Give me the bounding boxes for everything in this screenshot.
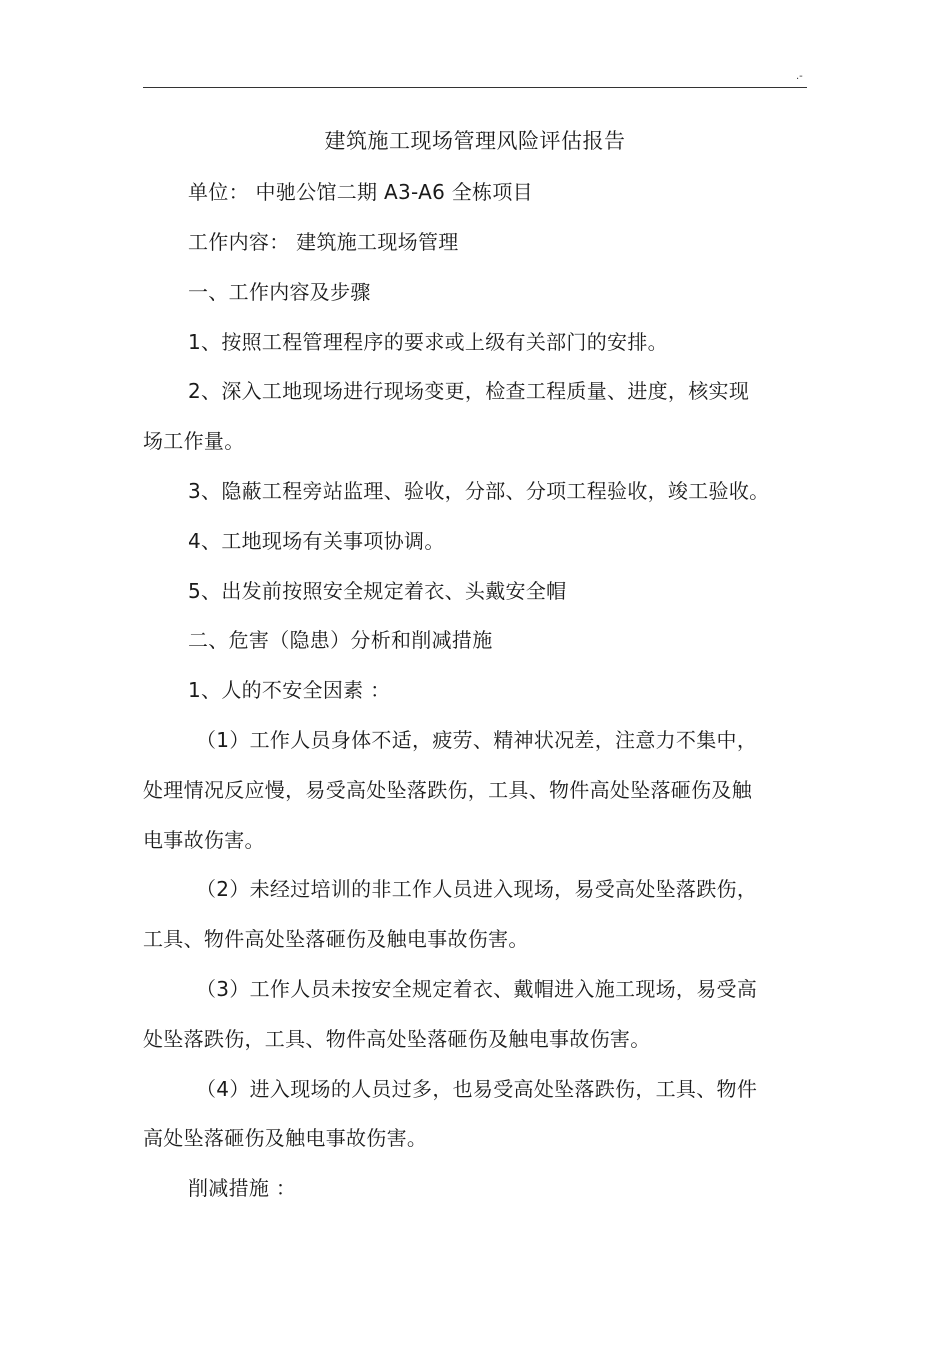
item-1-line-3: 电事故伤害。 xyxy=(143,828,265,852)
item-2-line-1: （2）未经过培训的非工作人员进入现场，易受高处坠落跌伤， xyxy=(196,877,758,901)
item-1-line-1: （1）工作人员身体不适，疲劳、精神状况差，注意力不集中， xyxy=(196,728,758,752)
item-3-line-2: 处坠落跌伤，工具、物件高处坠落砸伤及触电事故伤害。 xyxy=(143,1027,651,1051)
section-heading-2: 二、危害（隐患）分析和削减措施 xyxy=(188,628,493,652)
item-2-line-2: 工具、物件高处坠落砸伤及触电事故伤害。 xyxy=(143,927,529,951)
item-4-line-1: （4）进入现场的人员过多，也易受高处坠落跌伤，工具、物件 xyxy=(196,1077,758,1101)
section-heading-1: 一、工作内容及步骤 xyxy=(188,280,371,304)
step-1: 1、按照工程管理程序的要求或上级有关部门的安排。 xyxy=(188,330,668,354)
item-1-line-2: 处理情况反应慢，易受高处坠落跌伤，工具、物件高处坠落砸伤及触 xyxy=(143,778,752,802)
unit-line: 单位： 中驰公馆二期 A3-A6 全栋项目 xyxy=(188,180,533,204)
step-4: 4、工地现场有关事项协调。 xyxy=(188,529,445,553)
work-content-line: 工作内容： 建筑施工现场管理 xyxy=(188,230,459,254)
item-3-line-1: （3）工作人员未按安全规定着衣、戴帽进入施工现场，易受高 xyxy=(196,977,758,1001)
header-rule xyxy=(143,87,807,88)
page-title: 建筑施工现场管理风险评估报告 xyxy=(324,129,626,153)
step-2-line-1: 2、深入工地现场进行现场变更，检查工程质量、进度，核实现 xyxy=(188,379,750,403)
step-5: 5、出发前按照安全规定着衣、头戴安全帽 xyxy=(188,579,567,603)
step-2-line-2: 场工作量。 xyxy=(143,429,245,453)
item-4-line-2: 高处坠落砸伤及触电事故伤害。 xyxy=(143,1126,428,1150)
factor-1-heading: 1、人的不安全因素 ： xyxy=(188,678,391,702)
step-3: 3、隐蔽工程旁站监理、验收，分部、分项工程验收，竣工验收。 xyxy=(188,479,770,503)
measures-heading: 削减措施 ： xyxy=(188,1176,297,1200)
header-mark: .- xyxy=(796,71,803,82)
